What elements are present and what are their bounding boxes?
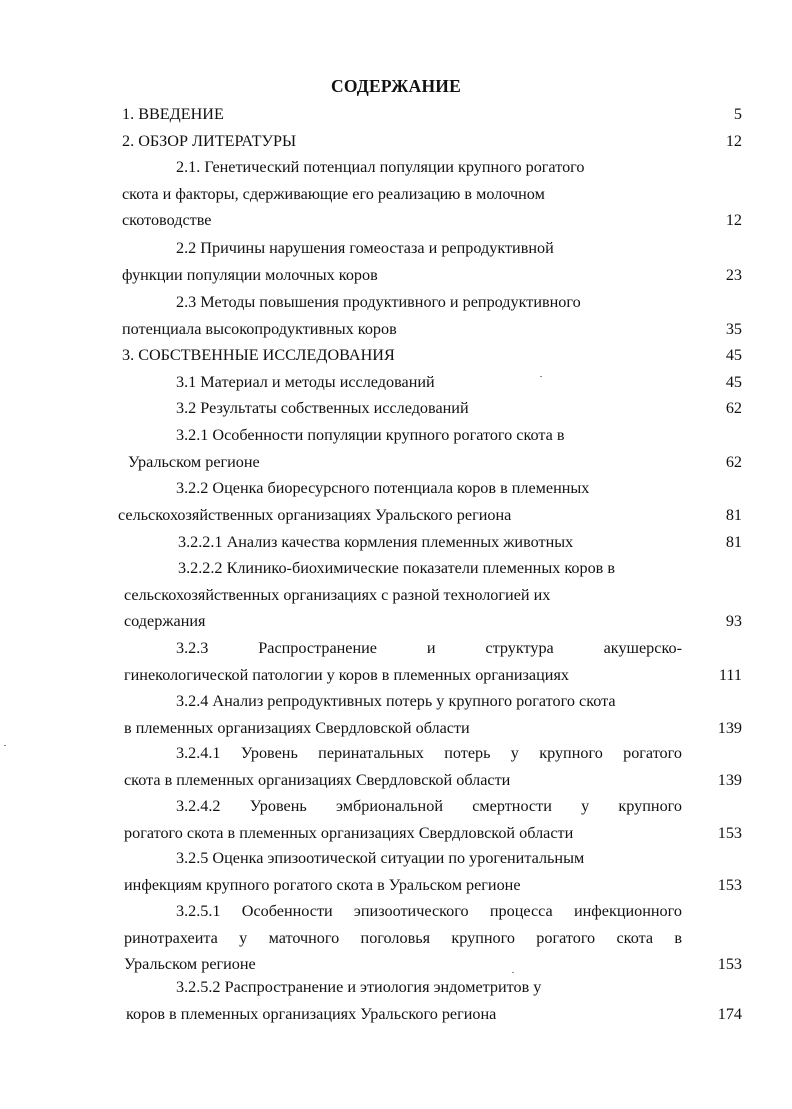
toc-entry-line: 3.2.2 Оценка биоресурсного потенциала коров в племенных [176, 479, 590, 497]
toc-page-number: 139 [717, 770, 742, 789]
toc-entry-line: гинекологической патологии у коров в племенных организациях [124, 665, 569, 684]
toc-entry-line: 3.1 Материал и методы исследований [176, 373, 435, 391]
toc-page-number: 153 [717, 955, 742, 974]
toc-page-number: 111 [718, 665, 742, 684]
toc-entry-line: Уральском регионе [128, 452, 260, 471]
toc-page-number: 12 [725, 211, 742, 230]
toc-page-number: 174 [717, 1004, 742, 1023]
toc-entry-line: содержания [124, 612, 206, 631]
toc-entry-line: скота в племенных организациях Свердловской области [124, 770, 511, 789]
toc-page-number: 81 [725, 533, 742, 551]
toc-entry-line: 3.2.3 Распространение и структура акушерско- [176, 639, 682, 657]
toc-entry-line: 2. ОБЗОР ЛИТЕРАТУРЫ [122, 132, 297, 150]
toc-page-number: 153 [717, 823, 742, 842]
toc-entry-line: 3.2.5 Оценка эпизоотической ситуации по урогенитальным [176, 849, 585, 867]
toc-entry-line: сельскохозяйственных организациях с разной технологией их [124, 585, 551, 604]
toc-page-number: 139 [717, 718, 742, 737]
toc-page-number: 62 [725, 452, 742, 471]
toc-entry-line: скотоводстве [122, 211, 212, 230]
toc-entry-line: 3.2.2.1 Анализ качества кормления племенных животных [178, 533, 574, 551]
scan-speck [4, 745, 6, 746]
toc-page-number: 23 [725, 265, 742, 284]
toc-entry-line: 3.2.4 Анализ репродуктивных потерь у крупного рогатого скота [176, 692, 616, 710]
toc-entry-line: 3.2.5.2 Распространение и этиология эндометритов у [176, 978, 542, 996]
toc-page-number: 153 [717, 875, 742, 894]
toc-entry-line: 2.2 Причины нарушения гомеостаза и репродуктивной [176, 239, 554, 257]
toc-page-number: 12 [725, 132, 742, 150]
toc-entry-line: 1. ВВЕДЕНИЕ [122, 105, 224, 123]
scan-speck [512, 972, 514, 973]
toc-entry-line: 2.3 Методы повышения продуктивного и репродуктивного [176, 293, 581, 311]
toc-entry-line: в племенных организациях Свердловской области [124, 718, 470, 737]
toc-entry-line: сельскохозяйственных организациях Уральского региона [118, 505, 512, 524]
toc-entry-line: 3.2.4.1 Уровень перинатальных потерь у крупного рогатого [176, 744, 682, 762]
toc-entry-line: 3.2.1 Особенности популяции крупного рогатого скота в [176, 426, 565, 444]
page-title: СОДЕРЖАНИЕ [330, 76, 461, 96]
toc-entry-line: Уральском регионе [124, 955, 256, 974]
toc-page-number: 93 [725, 612, 742, 631]
toc-entry-line: 3. СОБСТВЕННЫЕ ИССЛЕДОВАНИЯ [122, 346, 395, 364]
toc-entry-line: 3.2.4.2 Уровень эмбриональной смертности у крупного [176, 797, 682, 815]
toc-entry-line: 3.2 Результаты собственных исследований [176, 399, 469, 417]
scan-speck [540, 376, 542, 377]
toc-entry-line: рогатого скота в племенных организациях Свердловской области [124, 823, 574, 842]
toc-entry-line: коров в племенных организациях Уральского региона [126, 1004, 497, 1023]
toc-entry-line: функции популяции молочных коров [122, 265, 378, 284]
toc-entry-line: ринотрахеита у маточного поголовья крупного рогатого скота в [124, 928, 682, 947]
toc-entry-line: потенциала высокопродуктивных коров [122, 319, 397, 338]
toc-page-number: 81 [725, 505, 742, 524]
toc-page-number: 5 [733, 105, 742, 123]
toc-entry-line: инфекциям крупного рогатого скота в Уральском регионе [124, 875, 521, 894]
toc-page-number: 62 [725, 399, 742, 417]
toc-entry-line: 3.2.5.1 Особенности эпизоотического процесса инфекционного [176, 902, 682, 920]
toc-entry-line: 3.2.2.2 Клинико-биохимические показатели племенных коров в [178, 559, 615, 577]
toc-page-number: 45 [725, 346, 742, 364]
toc-entry-line: скота и факторы, сдерживающие его реализацию в молочном [122, 184, 545, 203]
toc-page-number: 45 [725, 373, 742, 391]
toc-entry-line: 2.1. Генетический потенциал популяции крупного рогатого [176, 158, 585, 176]
toc-page-number: 35 [725, 319, 742, 338]
